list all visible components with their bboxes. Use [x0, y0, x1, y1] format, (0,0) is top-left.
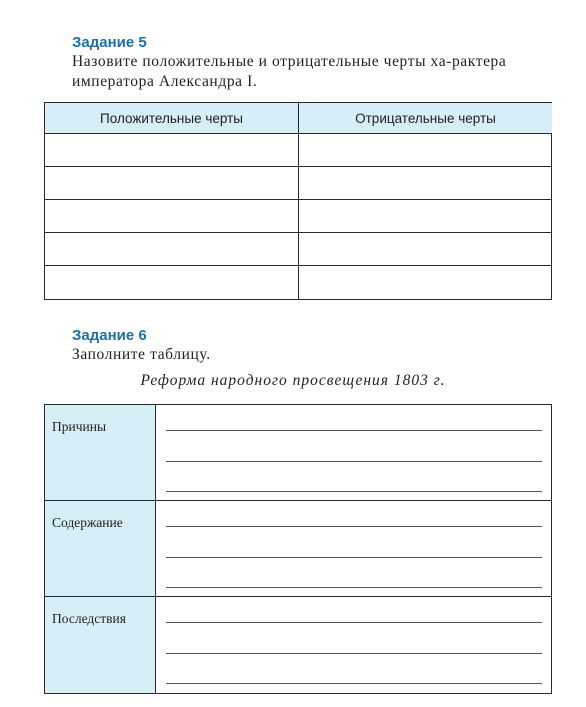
reform-table-title: Реформа народного просвещения 1803 г.	[140, 372, 446, 389]
row-label-causes: Причины	[45, 405, 156, 501]
traits-table	[44, 102, 552, 300]
positive-trait-cell[interactable]	[45, 134, 299, 167]
negative-trait-cell[interactable]	[299, 200, 552, 233]
task-6-instructions: Заполните таблицу.	[72, 346, 211, 363]
positive-trait-cell[interactable]	[45, 200, 299, 233]
reform-table	[44, 404, 552, 694]
task-5-instructions: Назовите положительные и отрицательные черты ха-рактера императора Александра I.	[72, 53, 507, 90]
row-label-consequences: Последствия	[45, 597, 156, 693]
content-answer-area[interactable]	[156, 501, 552, 597]
task-6-heading: Задание 6	[72, 327, 147, 344]
positive-traits-header: Положительные черты	[45, 103, 299, 134]
causes-answer-area[interactable]	[156, 405, 552, 501]
consequences-answer-area[interactable]	[156, 597, 552, 693]
positive-trait-cell[interactable]	[45, 233, 299, 266]
negative-trait-cell[interactable]	[299, 233, 552, 266]
positive-trait-cell[interactable]	[45, 167, 299, 200]
negative-trait-cell[interactable]	[299, 134, 552, 167]
negative-trait-cell[interactable]	[299, 266, 552, 299]
task-5-heading: Задание 5	[72, 34, 147, 51]
negative-trait-cell[interactable]	[299, 167, 552, 200]
negative-traits-header: Отрицательные черты	[299, 103, 552, 134]
positive-trait-cell[interactable]	[45, 266, 299, 299]
row-label-content: Содержание	[45, 501, 156, 597]
